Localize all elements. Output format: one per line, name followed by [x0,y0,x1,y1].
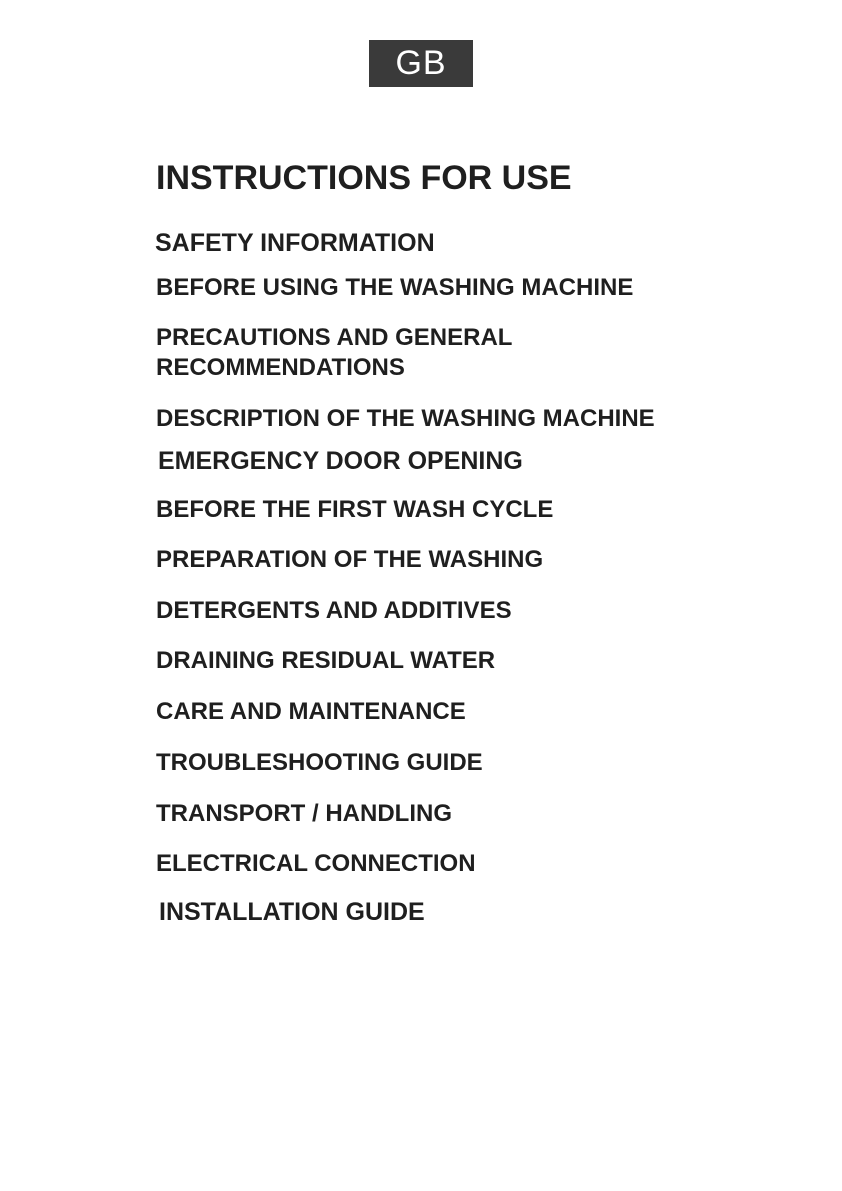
toc-item-before-first-wash: BEFORE THE FIRST WASH CYCLE [156,496,554,523]
page-title: INSTRUCTIONS FOR USE [156,159,572,197]
toc-item-transport: TRANSPORT / HANDLING [156,800,452,827]
toc-item-precautions: PRECAUTIONS AND GENERAL RECOMMENDATIONS [156,324,513,381]
language-badge: GB [369,40,473,87]
toc-item-emergency-door-opening: EMERGENCY DOOR OPENING [158,447,523,475]
toc-item-electrical: ELECTRICAL CONNECTION [156,850,476,877]
toc-item-preparation: PREPARATION OF THE WASHING [156,546,544,573]
toc-item-care: CARE AND MAINTENANCE [156,698,466,725]
toc-item-before-using: BEFORE USING THE WASHING MACHINE [156,274,634,301]
toc-item-safety-information: SAFETY INFORMATION [155,229,435,257]
toc-item-installation: INSTALLATION GUIDE [159,898,425,926]
toc-item-description: DESCRIPTION OF THE WASHING MACHINE [156,405,655,432]
toc-item-detergents: DETERGENTS AND ADDITIVES [156,597,512,624]
toc-item-draining: DRAINING RESIDUAL WATER [156,647,496,674]
toc-item-troubleshooting: TROUBLESHOOTING GUIDE [156,749,483,776]
